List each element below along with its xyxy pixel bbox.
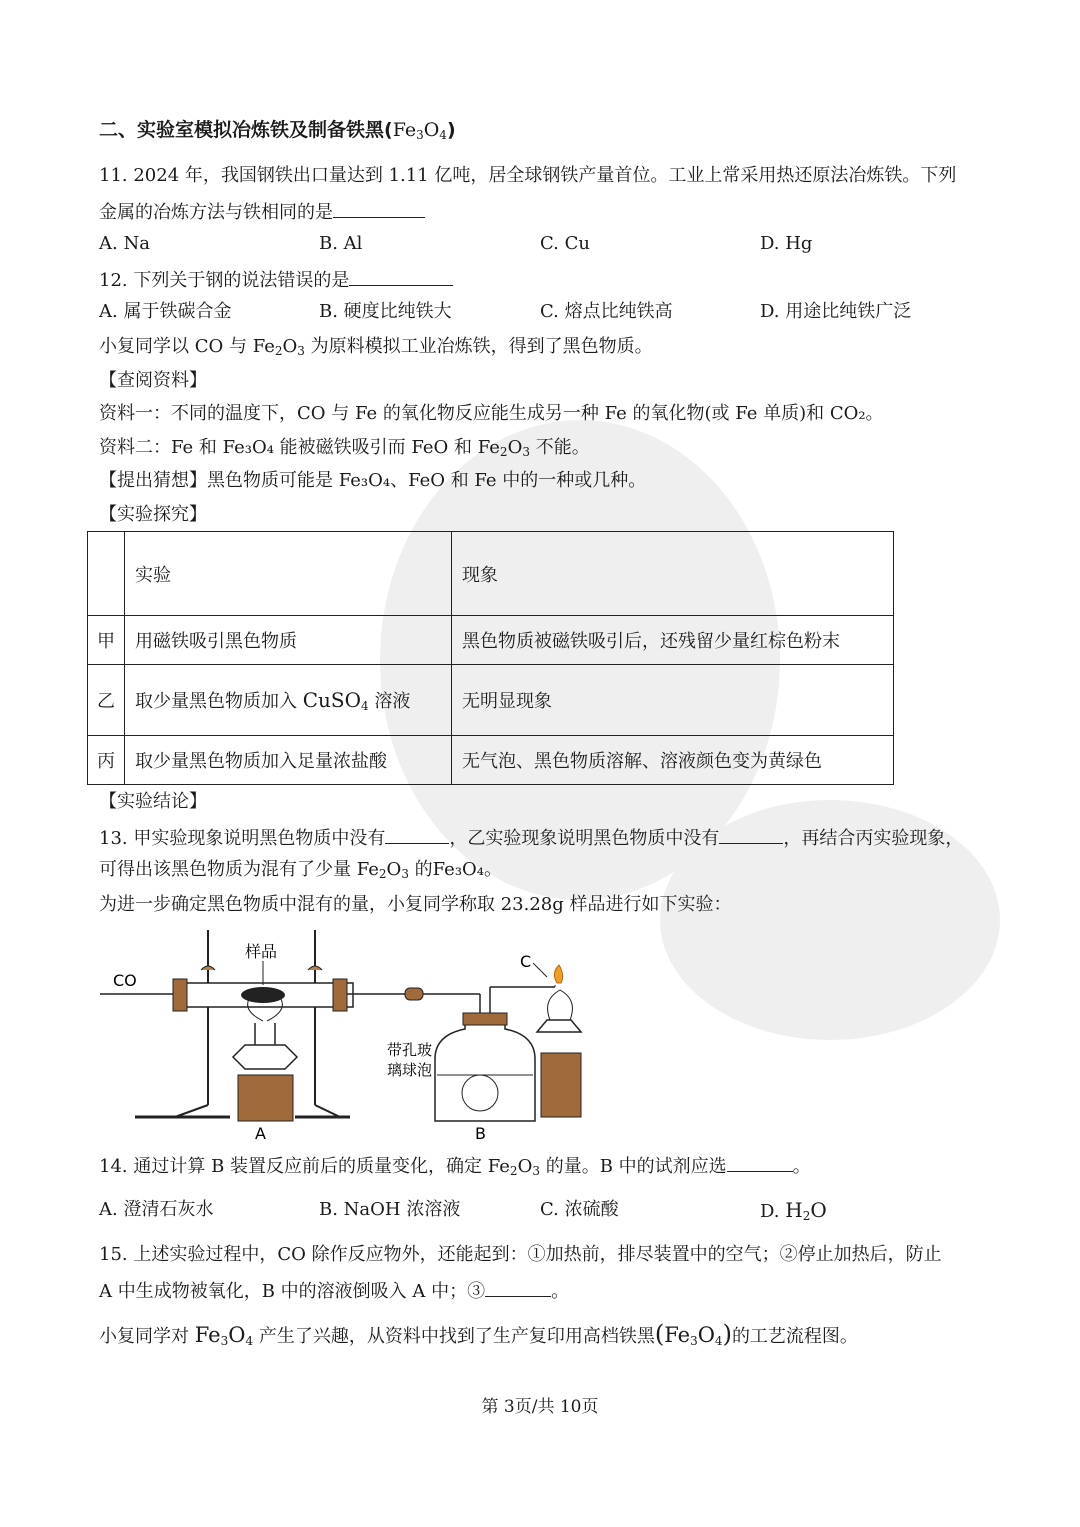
info-one: 资料一：不同的温度下，CO 与 Fe 的氧化物反应能生成另一种 Fe 的氧化物(或 Fe 单质)和 CO₂。: [99, 403, 884, 424]
answer-blank[interactable]: [727, 1153, 793, 1172]
table-header-cell: 现象: [452, 532, 894, 616]
q14-option-a[interactable]: A. 澄清石灰水: [99, 1199, 214, 1220]
q14-option-b[interactable]: B. NaOH 浓溶液: [319, 1199, 461, 1220]
q11-option-c[interactable]: C. Cu: [540, 233, 590, 254]
q14-option-d[interactable]: D. $H_2O$: [760, 1198, 827, 1223]
table-row: [88, 616, 894, 665]
q11-option-d[interactable]: D. Hg: [760, 233, 813, 254]
q11-option-a[interactable]: A. Na: [99, 233, 150, 254]
hypothesis: 【提出猜想】黑色物质可能是 Fe₃O₄、FeO 和 Fe 中的一种或几种。: [99, 470, 647, 491]
label-a: A: [255, 1124, 266, 1143]
table-row: [88, 665, 894, 736]
q13-line1: 13. 甲实验现象说明黑色物质中没有 ，乙实验现象说明黑色物质中没有 ，再结合丙实验现象，: [99, 825, 963, 851]
q15-line2: A 中生成物被氧化，B 中的溶液倒吸入 A 中；③ 。: [99, 1278, 569, 1304]
section-title: 二、实验室模拟冶炼铁及制备铁黑$(Fe_3O_4)$: [99, 119, 456, 142]
conclusion-heading: 【实验结论】: [99, 791, 207, 812]
sample-label: 样品: [245, 942, 278, 961]
further-paragraph: 为进一步确定黑色物质中混有的量，小复同学称取 23.28g 样品进行如下实验：: [99, 894, 732, 915]
q11-option-b[interactable]: B. Al: [319, 233, 363, 254]
q12-option-d[interactable]: D. 用途比纯铁广泛: [760, 301, 912, 322]
row-phenomenon: 无气泡、黑色物质溶解、溶液颜色变为黄绿色: [452, 736, 894, 785]
q14-stem: 14. 通过计算 B 装置反应前后的质量变化，确定 $Fe_2O_3$ 的量。B 中的试剂应选 。: [99, 1153, 811, 1179]
answer-blank[interactable]: [385, 825, 449, 844]
answer-blank[interactable]: [333, 199, 425, 218]
row-experiment: 取少量黑色物质加入 CuSO$_4$ 溶液: [125, 665, 452, 736]
q12-stem: 12. 下列关于钢的说法错误的是: [99, 267, 453, 293]
q14-option-c[interactable]: C. 浓硫酸: [540, 1199, 619, 1220]
row-id: 丙: [88, 736, 125, 785]
co-label: CO: [113, 971, 137, 990]
experiment-table: [87, 531, 894, 785]
q11-stem-line2: 金属的冶炼方法与铁相同的是: [99, 199, 425, 225]
explore-heading: 【实验探究】: [99, 504, 207, 525]
answer-blank[interactable]: [485, 1278, 551, 1297]
q15-line1: 15. 上述实验过程中，CO 除作反应物外，还能起到：①加热前，排尽装置中的空气；②停止加热后，防止: [99, 1244, 942, 1265]
table-header-cell: [88, 532, 125, 616]
lookup-heading: 【查阅资料】: [99, 370, 207, 391]
label-c: C: [520, 952, 532, 971]
q13-line2: 可得出该黑色物质为混有了少量 $Fe_2O_3$ 的Fe₃O₄。: [99, 859, 503, 881]
row-experiment: 用磁铁吸引黑色物质: [125, 616, 452, 665]
page-footer: 第 3页/共 10页: [481, 1397, 599, 1417]
row-phenomenon: 黑色物质被磁铁吸引后，还残留少量红棕色粉末: [452, 616, 894, 665]
final-paragraph: 小复同学对 $Fe_3O_4$ 产生了兴趣，从资料中找到了生产复印用高档铁黑$(Fe_3O_4)$的工艺流程图。: [99, 1320, 858, 1348]
apparatus-diagram: [95, 925, 895, 1145]
row-id: 乙: [88, 665, 125, 736]
q12-option-c[interactable]: C. 熔点比纯铁高: [540, 301, 673, 322]
bubble-label-line1: 带孔玻: [387, 1041, 433, 1059]
answer-blank[interactable]: [719, 825, 783, 844]
bubble-label-line2: 璃球泡: [387, 1061, 433, 1079]
row-experiment: 取少量黑色物质加入足量浓盐酸: [125, 736, 452, 785]
intro-paragraph: 小复同学以 CO 与 $Fe_2O_3$ 为原料模拟工业冶炼铁，得到了黑色物质。: [99, 336, 653, 358]
row-phenomenon: 无明显现象: [452, 665, 894, 736]
q12-option-a[interactable]: A. 属于铁碳合金: [99, 301, 232, 322]
label-b: B: [475, 1124, 486, 1143]
info-two: 资料二：Fe 和 Fe₃O₄ 能被磁铁吸引而 FeO 和 $Fe_2O_3$ 不能。: [99, 437, 590, 459]
q12-option-b[interactable]: B. 硬度比纯铁大: [319, 301, 452, 322]
q11-stem-line1: 11. 2024 年，我国钢铁出口量达到 1.11 亿吨，居全球钢铁产量首位。工业上常采用热还原法冶炼铁。下列: [99, 165, 957, 186]
table-header-cell: 实验: [125, 532, 452, 616]
table-row: [88, 736, 894, 785]
table-header-row: [88, 532, 894, 616]
row-id: 甲: [88, 616, 125, 665]
answer-blank[interactable]: [349, 267, 453, 286]
